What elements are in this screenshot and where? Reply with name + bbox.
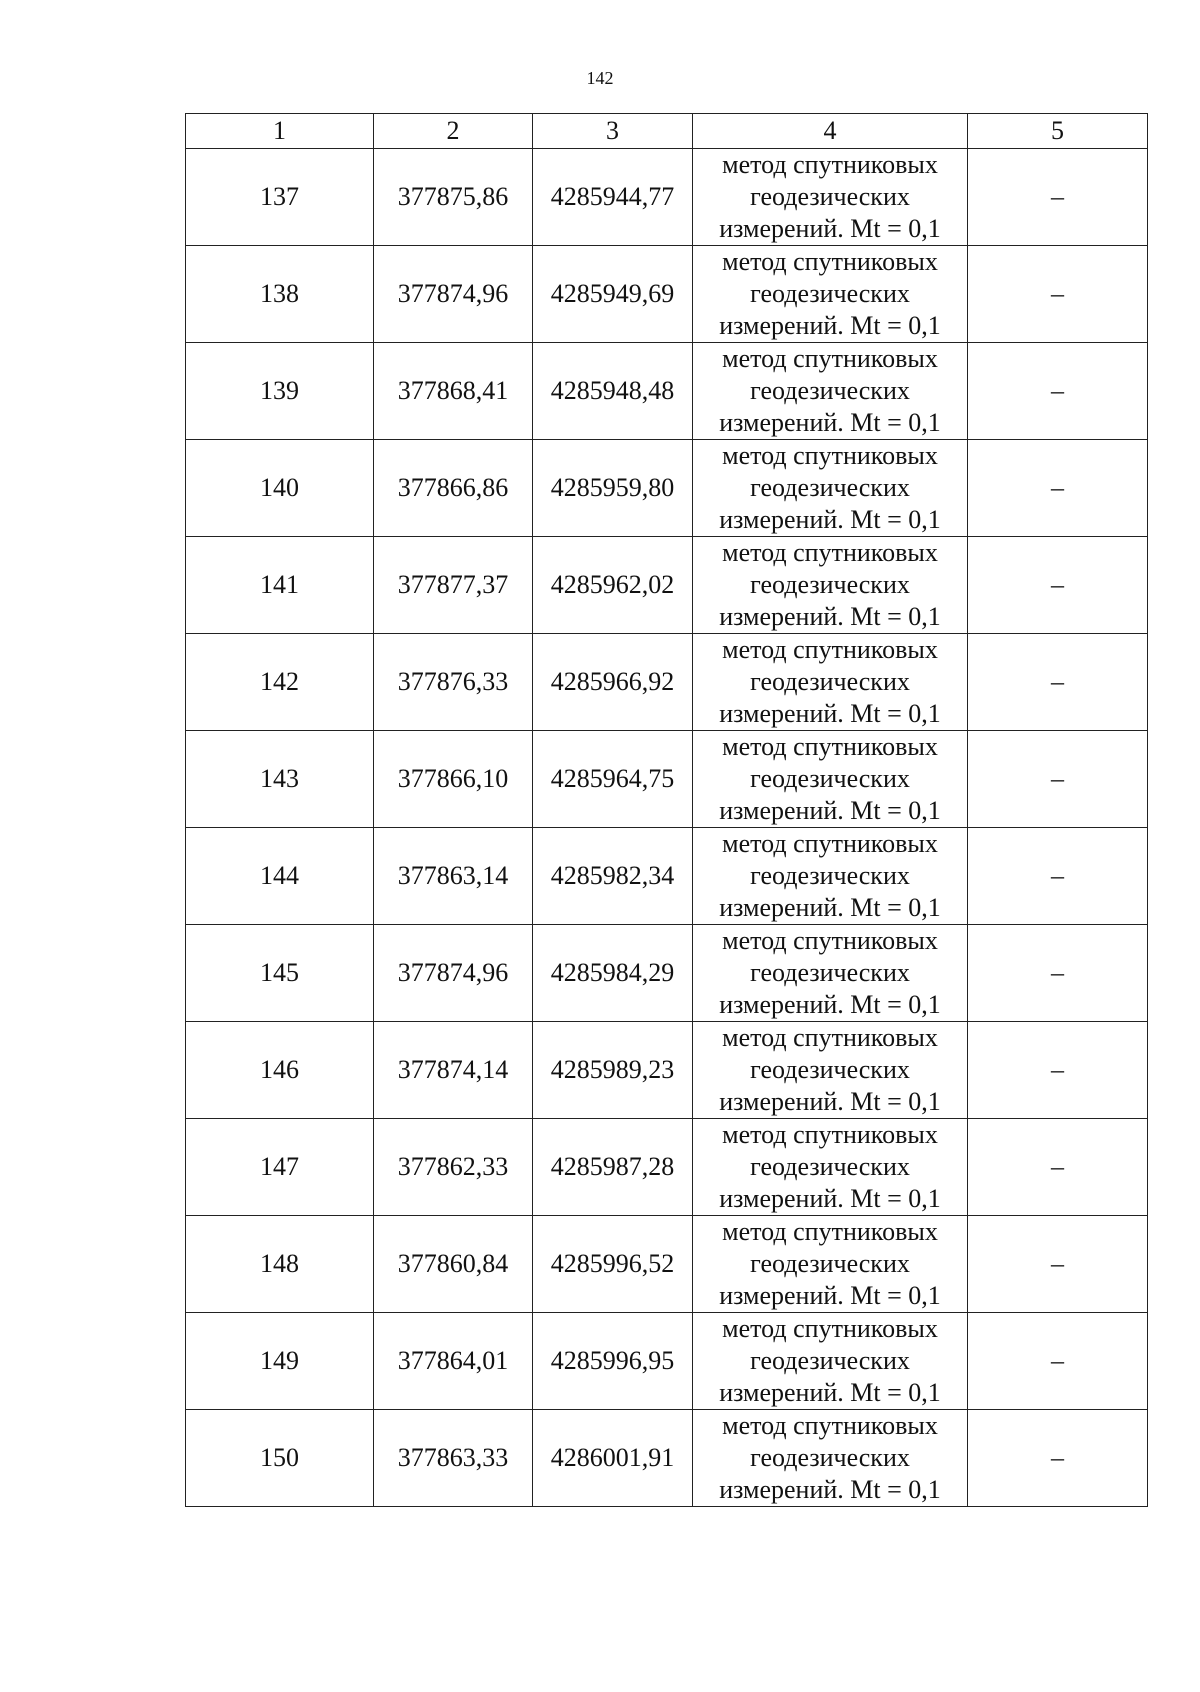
- method-line: измерений. Mt = 0,1: [719, 796, 941, 825]
- method-cell: [693, 343, 968, 440]
- method-line: измерений. Mt = 0,1: [719, 602, 941, 631]
- method-line: метод спутниковых: [722, 1411, 938, 1440]
- x-coordinate-cell: 377860,84: [374, 1216, 533, 1313]
- note-cell: –: [968, 828, 1148, 925]
- x-coordinate-cell: 377866,86: [374, 440, 533, 537]
- note-cell: –: [968, 925, 1148, 1022]
- column-header-5: 5: [968, 114, 1148, 149]
- table-row: [186, 246, 1148, 343]
- note-cell: –: [968, 1119, 1148, 1216]
- x-coordinate-cell: 377866,10: [374, 731, 533, 828]
- table-row: [186, 634, 1148, 731]
- x-coordinate-cell: 377875,86: [374, 149, 533, 246]
- method-line: геодезических: [750, 1443, 910, 1472]
- x-coordinate-cell: 377876,33: [374, 634, 533, 731]
- method-line: измерений. Mt = 0,1: [719, 893, 941, 922]
- y-coordinate-cell: 4285964,75: [533, 731, 693, 828]
- y-coordinate-cell: 4285948,48: [533, 343, 693, 440]
- note-cell: –: [968, 149, 1148, 246]
- coordinates-table: [185, 113, 1148, 1507]
- method-line: метод спутниковых: [722, 829, 938, 858]
- y-coordinate-cell: 4285966,92: [533, 634, 693, 731]
- note-cell: –: [968, 1216, 1148, 1313]
- point-number-cell: 139: [186, 343, 374, 440]
- x-coordinate-cell: 377863,33: [374, 1410, 533, 1507]
- column-header-3: 3: [533, 114, 693, 149]
- table-row: [186, 1216, 1148, 1313]
- point-number-cell: 145: [186, 925, 374, 1022]
- method-cell: [693, 828, 968, 925]
- table-header-row: [186, 114, 1148, 149]
- y-coordinate-cell: 4285949,69: [533, 246, 693, 343]
- point-number-cell: 147: [186, 1119, 374, 1216]
- method-line: геодезических: [750, 570, 910, 599]
- method-cell: [693, 1313, 968, 1410]
- table-row: [186, 731, 1148, 828]
- x-coordinate-cell: 377874,14: [374, 1022, 533, 1119]
- column-header-2: 2: [374, 114, 533, 149]
- point-number-cell: 143: [186, 731, 374, 828]
- table-row: [186, 1022, 1148, 1119]
- point-number-cell: 148: [186, 1216, 374, 1313]
- method-line: метод спутниковых: [722, 1120, 938, 1149]
- method-line: измерений. Mt = 0,1: [719, 1184, 941, 1213]
- table-row: [186, 343, 1148, 440]
- page-number: 142: [586, 68, 614, 88]
- y-coordinate-cell: 4285959,80: [533, 440, 693, 537]
- method-line: метод спутниковых: [722, 150, 938, 179]
- method-line: метод спутниковых: [722, 732, 938, 761]
- method-line: геодезических: [750, 667, 910, 696]
- point-number-cell: 144: [186, 828, 374, 925]
- note-cell: –: [968, 731, 1148, 828]
- table-row: [186, 828, 1148, 925]
- x-coordinate-cell: 377863,14: [374, 828, 533, 925]
- table-row: [186, 1410, 1148, 1507]
- table-row: [186, 1119, 1148, 1216]
- table-row: [186, 440, 1148, 537]
- note-cell: –: [968, 634, 1148, 731]
- point-number-cell: 138: [186, 246, 374, 343]
- table-row: [186, 537, 1148, 634]
- method-line: метод спутниковых: [722, 441, 938, 470]
- y-coordinate-cell: 4285987,28: [533, 1119, 693, 1216]
- method-line: метод спутниковых: [722, 635, 938, 664]
- method-line: геодезических: [750, 1152, 910, 1181]
- method-line: метод спутниковых: [722, 1217, 938, 1246]
- y-coordinate-cell: 4285996,95: [533, 1313, 693, 1410]
- x-coordinate-cell: 377868,41: [374, 343, 533, 440]
- method-line: измерений. Mt = 0,1: [719, 699, 941, 728]
- method-cell: [693, 440, 968, 537]
- x-coordinate-cell: 377862,33: [374, 1119, 533, 1216]
- y-coordinate-cell: 4285996,52: [533, 1216, 693, 1313]
- method-line: геодезических: [750, 764, 910, 793]
- method-line: метод спутниковых: [722, 1023, 938, 1052]
- column-header-1: 1: [186, 114, 374, 149]
- method-line: геодезических: [750, 182, 910, 211]
- method-cell: [693, 634, 968, 731]
- method-line: геодезических: [750, 1055, 910, 1084]
- note-cell: –: [968, 343, 1148, 440]
- method-line: измерений. Mt = 0,1: [719, 1281, 941, 1310]
- method-line: метод спутниковых: [722, 538, 938, 567]
- method-line: измерений. Mt = 0,1: [719, 505, 941, 534]
- point-number-cell: 142: [186, 634, 374, 731]
- method-cell: [693, 925, 968, 1022]
- method-cell: [693, 246, 968, 343]
- x-coordinate-cell: 377864,01: [374, 1313, 533, 1410]
- method-line: геодезических: [750, 1249, 910, 1278]
- table-row: [186, 1313, 1148, 1410]
- y-coordinate-cell: 4285982,34: [533, 828, 693, 925]
- method-line: метод спутниковых: [722, 1314, 938, 1343]
- point-number-cell: 149: [186, 1313, 374, 1410]
- method-cell: [693, 731, 968, 828]
- method-cell: [693, 1410, 968, 1507]
- method-line: геодезических: [750, 1346, 910, 1375]
- x-coordinate-cell: 377874,96: [374, 925, 533, 1022]
- method-line: метод спутниковых: [722, 344, 938, 373]
- point-number-cell: 137: [186, 149, 374, 246]
- y-coordinate-cell: 4285989,23: [533, 1022, 693, 1119]
- method-line: измерений. Mt = 0,1: [719, 1378, 941, 1407]
- method-line: геодезических: [750, 861, 910, 890]
- table-row: [186, 149, 1148, 246]
- note-cell: –: [968, 440, 1148, 537]
- method-cell: [693, 149, 968, 246]
- method-line: метод спутниковых: [722, 926, 938, 955]
- y-coordinate-cell: 4285962,02: [533, 537, 693, 634]
- y-coordinate-cell: 4285944,77: [533, 149, 693, 246]
- note-cell: –: [968, 1410, 1148, 1507]
- method-line: измерений. Mt = 0,1: [719, 214, 941, 243]
- method-line: измерений. Mt = 0,1: [719, 990, 941, 1019]
- point-number-cell: 150: [186, 1410, 374, 1507]
- method-line: измерений. Mt = 0,1: [719, 311, 941, 340]
- method-line: геодезических: [750, 958, 910, 987]
- point-number-cell: 140: [186, 440, 374, 537]
- note-cell: –: [968, 537, 1148, 634]
- method-cell: [693, 1022, 968, 1119]
- table-row: [186, 925, 1148, 1022]
- method-line: метод спутниковых: [722, 247, 938, 276]
- method-line: измерений. Mt = 0,1: [719, 1475, 941, 1504]
- note-cell: –: [968, 1313, 1148, 1410]
- method-cell: [693, 1119, 968, 1216]
- method-cell: [693, 1216, 968, 1313]
- note-cell: –: [968, 246, 1148, 343]
- x-coordinate-cell: 377874,96: [374, 246, 533, 343]
- method-line: геодезических: [750, 279, 910, 308]
- method-line: геодезических: [750, 376, 910, 405]
- y-coordinate-cell: 4285984,29: [533, 925, 693, 1022]
- column-header-4: 4: [693, 114, 968, 149]
- point-number-cell: 141: [186, 537, 374, 634]
- x-coordinate-cell: 377877,37: [374, 537, 533, 634]
- method-line: измерений. Mt = 0,1: [719, 1087, 941, 1116]
- point-number-cell: 146: [186, 1022, 374, 1119]
- table-body: [186, 149, 1148, 1507]
- y-coordinate-cell: 4286001,91: [533, 1410, 693, 1507]
- method-line: измерений. Mt = 0,1: [719, 408, 941, 437]
- method-cell: [693, 537, 968, 634]
- note-cell: –: [968, 1022, 1148, 1119]
- method-line: геодезических: [750, 473, 910, 502]
